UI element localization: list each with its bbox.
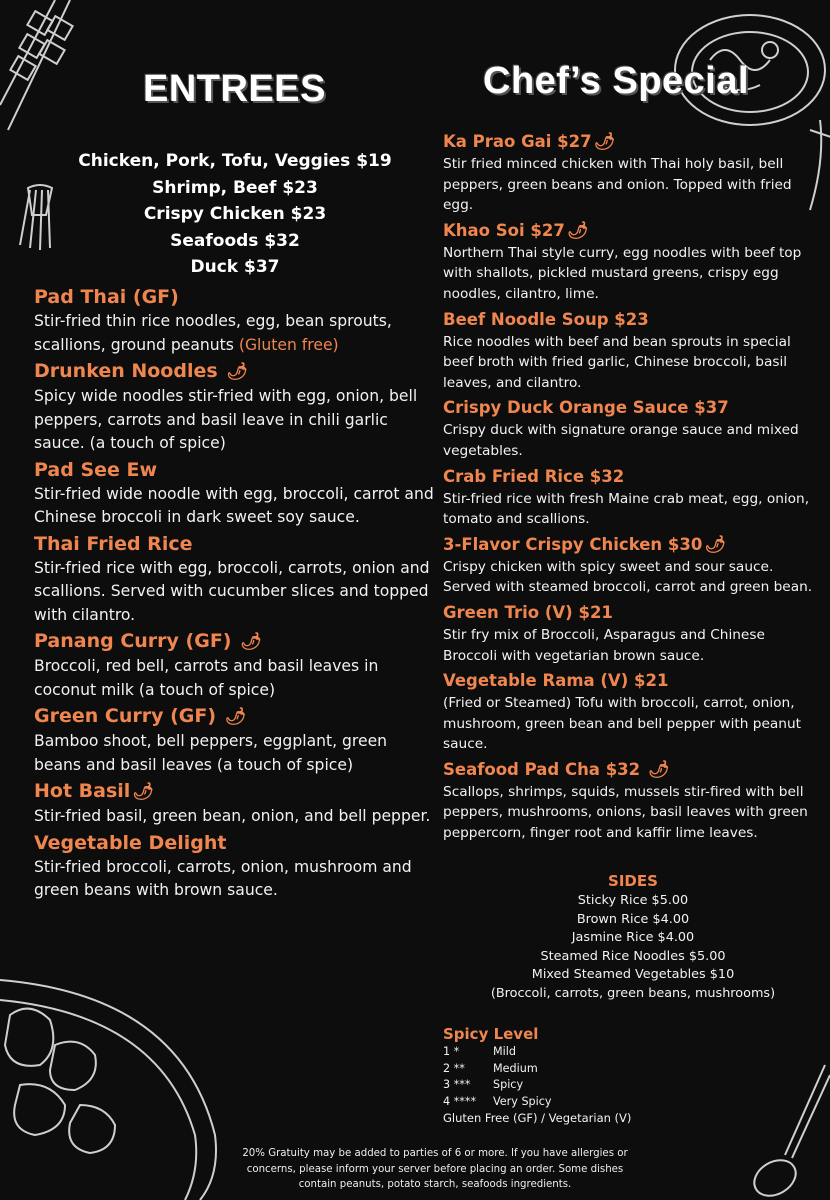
spicy-level-label: Medium [493,1061,538,1075]
menu-item [34,778,439,829]
spicy-level-row [443,1077,763,1094]
chili-icon: 🌶 [593,132,616,152]
side-item: Steamed Rice Noodles $5.00 [540,948,726,964]
item-description: Crispy chicken with spicy sweet and sour sauce. Served with steamed broccoli, carrot and green bean. [443,558,813,596]
spicy-level-label: Spicy [493,1078,524,1091]
entrees-title: ENTREES [143,68,326,110]
menu-item [443,465,823,530]
chili-icon: 🌶 [647,759,670,780]
chili-icon: 🌶 [132,782,154,802]
menu-item [34,531,439,628]
item-name: Khao Soi $27 🌶 [443,220,589,241]
diet-legend: Gluten Free (GF) / Vegetarian (V) [443,1111,632,1125]
item-description: Rice noodles with beef and bean sprouts in special beef broth with fried garlic, Chinese broccoli, basil leaves, and cilantro. [443,333,791,391]
menu-item [443,396,823,461]
item-name: Crab Fried Rice $32 [443,466,625,486]
menu-item [34,830,439,903]
gratuity-allergy-notice: 20% Gratuity may be added to parties of 6 or more. If you have allergies or concerns, please inform your server before placing an order. Some dishes contain peanuts, potato starch, seafoods ingredients. [242,1148,628,1191]
chili-icon: 🌶 [240,632,262,652]
menu-item [443,601,823,666]
price-line: Crispy Chicken $23 [143,204,327,224]
price-line: Duck $37 [190,257,280,277]
spicy-level-legend [443,1024,763,1127]
item-description: Stir-fried broccoli, carrots, onion, mushroom and green beans with brown sauce. [34,857,412,899]
item-description: (Fried or Steamed) Tofu with broccoli, carrot, onion, mushroom, green bean and bell pepper with peanut sauce. [443,695,801,753]
item-description: Stir-fried rice with fresh Maine crab meat, egg, onion, tomato and scallions. [443,490,810,528]
spicy-level-mark: 1 * [443,1045,460,1058]
item-name: Green Trio (V) $21 [443,602,613,622]
item-name: Seafood Pad Cha $32 🌶 [443,759,670,780]
chili-icon: 🌶 [224,707,247,727]
item-name: Panang Curry (GF) 🌶 [34,630,262,652]
spicy-level-mark: 3 *** [443,1078,471,1091]
chili-icon: 🌶 [226,362,248,382]
item-name: Drunken Noodles 🌶 [34,360,248,382]
sides-title: SIDES [608,872,658,890]
entree-price-list [40,148,430,281]
chili-icon: 🌶 [566,220,589,241]
item-name: Green Curry (GF) 🌶 [34,705,247,727]
sides-section [443,870,823,1003]
dumpling-plate-illustration [0,975,230,1200]
side-item: (Broccoli, carrots, green beans, mushrooms) [490,985,776,1001]
item-name: Vegetable Delight [34,831,227,854]
spicy-level-row [443,1044,763,1061]
item-description: Stir-fried basil, green bean, onion, and bell pepper. [34,807,431,825]
item-name: Hot Basil 🌶 [34,780,154,802]
side-item: Mixed Steamed Vegetables $10 [531,967,735,982]
spicy-level-label: Very Spicy [493,1094,552,1108]
menu-item [443,308,823,394]
spicy-level-title: Spicy Level [443,1025,539,1043]
item-description: Stir-fried rice with egg, broccoli, carrots, onion and scallions. Served with cucumber slices and topped with cilantro. [34,558,430,624]
item-description: Bamboo shoot, bell peppers, eggplant, green beans and basil leaves (a touch of spice) [34,732,388,774]
item-name: Pad See Ew [34,458,158,481]
item-description: Stir fried minced chicken with Thai holy basil, bell peppers, green beans and onion. Topped with fried egg. [443,156,792,214]
item-description: Stir fry mix of Broccoli, Asparagus and Chinese Broccoli with vegetarian brown sauce. [443,626,765,664]
item-name: Ka Prao Gai $27 🌶 [443,132,616,152]
menu-item [34,358,439,456]
price-line: Chicken, Pork, Tofu, Veggies $19 [78,151,392,171]
item-description: Northern Thai style curry, egg noodles with beef top with shallots, pickled mustard greens, crispy egg noodles, cilantro, lime. [443,244,802,302]
menu-item [443,130,823,216]
item-description: Broccoli, red bell, carrots and basil leaves in coconut milk (a touch of spice) [34,657,379,699]
spicy-level-row [443,1061,763,1078]
item-name: Crispy Duck Orange Sauce $37 [443,398,729,418]
spicy-level-mark: 2 ** [443,1061,465,1075]
menu-item [443,669,823,755]
spicy-level-mark: 4 **** [443,1094,477,1108]
menu-item [443,533,823,598]
spicy-level-row [443,1094,763,1111]
item-description: Stir-fried thin rice noodles, egg, bean sprouts, scallions, ground peanuts (Gluten free) [34,312,392,354]
spicy-level-label: Mild [493,1045,516,1058]
menu-item [34,703,439,777]
item-description: Crispy duck with signature orange sauce and mixed vegetables. [443,422,799,459]
item-name: Pad Thai (GF) [34,286,179,308]
item-name: 3-Flavor Crispy Chicken $30 🌶 [443,534,726,555]
price-line: Shrimp, Beef $23 [152,177,318,198]
side-item: Sticky Rice $5.00 [577,893,689,908]
side-item: Jasmine Rice $4.00 [571,930,695,945]
side-item: Brown Rice $4.00 [576,911,690,927]
menu-item [443,758,823,844]
price-line: Seafoods $32 [170,230,300,251]
gluten-free-note: (Gluten free) [238,335,339,354]
chefs-special-title: Chef’s Special [483,60,750,102]
item-description: Stir-fried wide noodle with egg, broccoli, carrot and Chinese broccoli in dark sweet soy sauce. [34,484,434,526]
menu-item [34,628,439,702]
menu-item [443,219,823,305]
chili-icon: 🌶 [704,534,726,555]
item-name: Thai Fried Rice [34,532,193,555]
item-description: Spicy wide noodles stir-fried with egg, onion, bell peppers, carrots and basil leave in chili garlic sauce. (a touch of spice) [34,387,418,452]
menu-item [34,284,439,357]
item-name: Vegetable Rama (V) $21 [443,671,669,691]
menu-item [34,457,439,530]
entrees-list [34,284,439,904]
item-name: Beef Noodle Soup $23 [443,309,649,329]
chefs-special-list [443,130,823,847]
item-description: Scallops, shrimps, squids, mussels stir-fired with bell peppers, mushrooms, onions, basil leaves with green peppercorn, finger root and kaffir lime leaves. [443,783,808,842]
